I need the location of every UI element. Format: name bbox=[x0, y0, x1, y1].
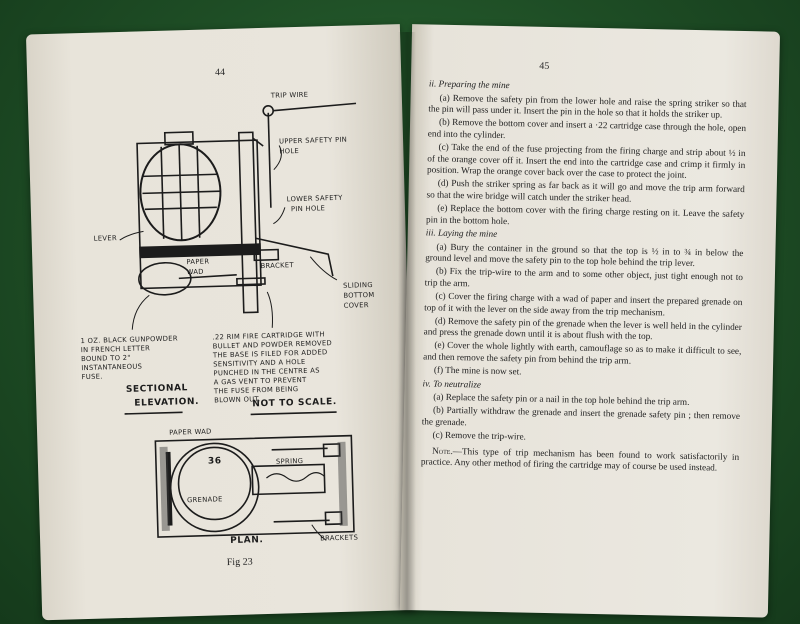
instructions-text bbox=[421, 76, 747, 476]
prep-step-c: (c) Take the end of the fuse projecting from the firing charge and strip about ½ in of the orange cover off it. Insert the end into the cartridge case and crimp it firmly in position. Wrap the orange cover back over the case to protect the joint. bbox=[426, 141, 746, 181]
lay-step-e: (e) Cover the whole lightly with earth, camouflage so as to make it difficult to see, and then remove the safety pin from behind the trip arm. bbox=[423, 340, 742, 366]
label-paper-wad-plan: PAPER WAD bbox=[169, 427, 212, 437]
label-not-to-scale: NOT TO SCALE. bbox=[252, 397, 338, 410]
cartridge-note bbox=[212, 330, 333, 405]
cartridge-line-3: THE BASE IS FILED FOR ADDED bbox=[212, 348, 328, 360]
cartridge-line-6: A GAS VENT TO PREVENT bbox=[213, 375, 307, 387]
label-cover: COVER bbox=[343, 301, 369, 310]
heading-laying: iii. Laying the mine bbox=[425, 227, 498, 240]
lay-step-a: (a) Bury the container in the ground so that the top is ½ in to ¾ in below the ground level and move the safety pin to the top hole behind the trip lever. bbox=[425, 241, 744, 269]
page-number-left: 44 bbox=[214, 67, 226, 79]
lay-step-b: (b) Fix the trip-wire to the arm and to some other object, just tight enough not to trip the arm. bbox=[424, 266, 744, 289]
gunpowder-line-5: FUSE. bbox=[81, 372, 103, 382]
page-number-right: 45 bbox=[539, 60, 550, 72]
note-label: Note. bbox=[432, 445, 453, 456]
open-booklet bbox=[34, 24, 774, 610]
heading-preparing: ii. Preparing the mine bbox=[428, 78, 510, 91]
neut-step-c: (c) Remove the trip-wire. bbox=[432, 429, 526, 442]
prep-step-b: (b) Remove the bottom cover and insert a ·22 cartridge case through the hole, open end into the cylinder. bbox=[427, 116, 747, 140]
prep-step-e: (e) Replace the bottom cover with the firing charge resting on it. Leave the safety pin in the bottom hole. bbox=[425, 202, 745, 226]
cartridge-line-1: .22 RIM FIRE CARTRIDGE WITH bbox=[212, 330, 325, 342]
label-sliding: SLIDING bbox=[342, 280, 374, 290]
note-text: —This type of trip mechanism has been found to work satisfactorily in practice. Any other method of firing the cartridge may of course be used instead. bbox=[420, 445, 740, 473]
label-elevation: ELEVATION. bbox=[134, 396, 200, 409]
lay-step-f: (f) The mine is now set. bbox=[433, 364, 522, 377]
neut-step-b: (b) Partially withdraw the grenade and insert the grenade safety pin ; then remove the grenade. bbox=[421, 405, 741, 428]
label-bottom: BOTTOM bbox=[343, 290, 375, 300]
prep-step-a: (a) Remove the safety pin from the lower hole and raise the spring striker so that the pin will pass under it. Insert the pin in the hole so that it holds the striker up. bbox=[428, 92, 747, 120]
gunpowder-note bbox=[80, 334, 179, 382]
label-36: 36 bbox=[207, 456, 222, 467]
left-page bbox=[26, 24, 416, 620]
lay-step-c: (c) Cover the firing charge with a wad of paper and insert the prepared grenade on top of it with the lever on the side away from the trip mechanism. bbox=[424, 290, 743, 318]
cartridge-line-5: PUNCHED IN THE CENTRE AS bbox=[213, 366, 320, 378]
cartridge-line-7: THE FUSE FROM BEING bbox=[213, 385, 299, 396]
label-plan: PLAN. bbox=[230, 535, 264, 547]
label-paper: PAPER bbox=[186, 257, 210, 267]
mine-diagram bbox=[55, 75, 398, 554]
label-brackets: BRACKETS bbox=[320, 533, 359, 543]
label-upper-pin-hole: HOLE bbox=[279, 146, 300, 156]
label-upper-pin: UPPER SAFETY PIN bbox=[278, 135, 348, 146]
label-wad: WAD bbox=[186, 267, 204, 277]
cartridge-line-8: BLOWN OUT. bbox=[214, 395, 261, 405]
neut-step-a: (a) Replace the safety pin or a nail in the top hole behind the trip arm. bbox=[433, 391, 690, 408]
gunpowder-line-4: INSTANTANEOUS bbox=[81, 362, 143, 373]
gunpowder-line-3: BOUND TO 2" bbox=[80, 353, 131, 364]
right-page bbox=[400, 24, 780, 618]
label-sectional: SECTIONAL bbox=[125, 383, 189, 395]
note-paragraph bbox=[421, 445, 739, 475]
label-trip-wire: TRIP WIRE bbox=[270, 90, 309, 100]
prep-step-d: (d) Push the striker spring as far back as it will go and move the trip arm forward so that the wire bridge will catch under the striker head. bbox=[426, 177, 745, 204]
gunpowder-line-2: IN FRENCH LETTER bbox=[80, 344, 151, 355]
diagram-drawing bbox=[55, 75, 398, 554]
label-bracket: BRACKET bbox=[260, 261, 295, 271]
cartridge-line-2: BULLET AND POWDER REMOVED bbox=[212, 339, 333, 351]
lay-step-d: (d) Remove the safety pin of the grenade when the lever is well held in the cylinder and press the grenade down until it is about flush with the top. bbox=[423, 315, 742, 342]
gunpowder-line-1: 1 OZ. BLACK GUNPOWDER bbox=[80, 334, 178, 346]
figure-caption: Fig 23 bbox=[226, 556, 253, 569]
label-lower-pin: LOWER SAFETY bbox=[286, 193, 343, 204]
label-lower-pin-hole: PIN HOLE bbox=[290, 204, 326, 214]
book-gutter bbox=[398, 32, 416, 610]
heading-neutralize: iv. To neutralize bbox=[422, 378, 482, 390]
label-spring: SPRING bbox=[275, 456, 304, 466]
label-grenade: GRENADE bbox=[186, 495, 223, 505]
label-lever: LEVER bbox=[93, 234, 118, 243]
cartridge-line-4: SENSITIVITY AND A HOLE bbox=[213, 357, 306, 369]
